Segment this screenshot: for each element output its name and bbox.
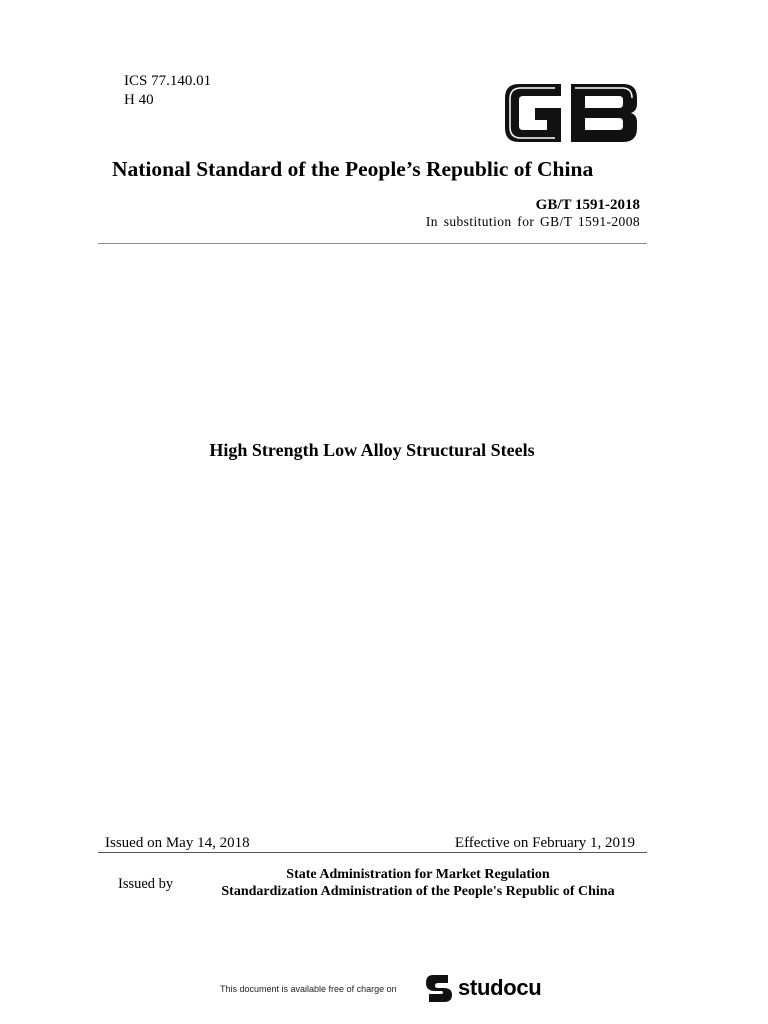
issuer-secondary: Standardization Administration of the People's Republic of China: [221, 884, 615, 899]
gb-logo: [501, 80, 641, 146]
ics-code: ICS 77.140.01: [124, 73, 212, 89]
standard-number: GB/T 1591-2018: [535, 197, 640, 213]
studocu-brand: studocu: [458, 975, 542, 1000]
issued-by-label: Issued by: [118, 876, 174, 892]
substitution-note: In substitution for GB/T 1591-2008: [425, 214, 640, 229]
ccs-code: H 40: [124, 92, 154, 108]
header-divider: [98, 243, 647, 244]
studocu-link[interactable]: [424, 972, 552, 1004]
footer-divider: [98, 852, 647, 853]
issuer-primary: State Administration for Market Regulation: [286, 867, 550, 882]
issued-date: Issued on May 14, 2018: [105, 835, 250, 851]
footer-availability-note: This document is available free of charge on: [220, 984, 397, 994]
classification-codes: [124, 72, 211, 110]
gb-logo-icon: [501, 80, 641, 146]
document-title: High Strength Low Alloy Structural Steels: [209, 440, 535, 460]
standard-title: National Standard of the People’s Republic of China: [112, 157, 594, 181]
studocu-logo-icon: [424, 973, 454, 1003]
effective-date: Effective on February 1, 2019: [454, 835, 635, 851]
